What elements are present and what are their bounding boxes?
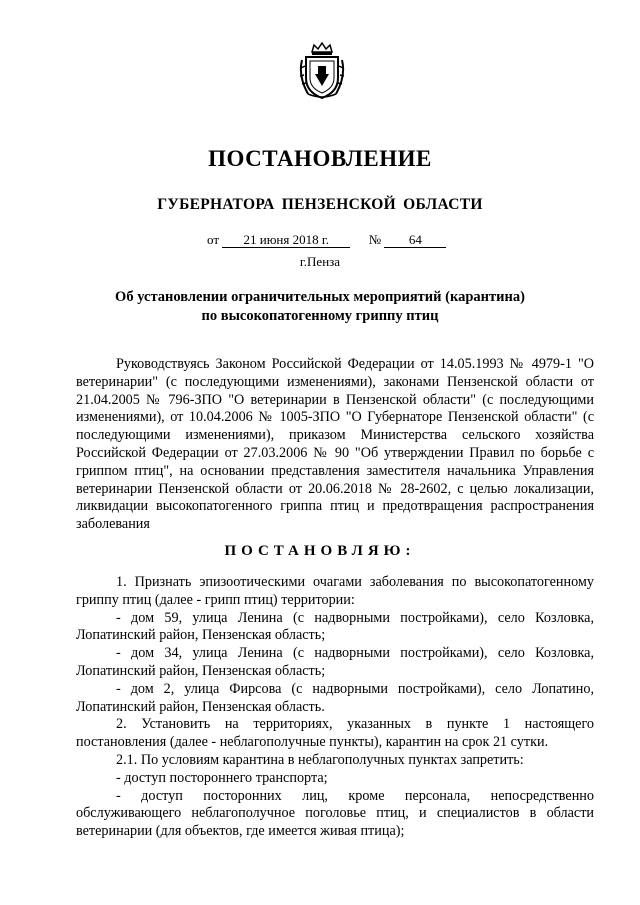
item-2-1-b: - доступ посторонних лиц, кроме персонала, непосредственно обслуживающего неблагополучное поголовье птиц, и специалистов в области ветеринарии (для объектов, где имеется живая птица);	[76, 787, 594, 840]
item-2: 2. Установить на территориях, указанных в пункте 1 настоящего постановления (далее - неблагополучные пункты), карантин на срок 21 сутки.	[76, 716, 594, 751]
document-number: 64	[384, 232, 446, 248]
preamble-block	[76, 356, 594, 534]
decree-items	[76, 574, 594, 841]
subject-line-2: по высокопатогенному гриппу птиц	[201, 308, 439, 324]
date-prefix: от	[207, 232, 220, 247]
document-date: 21 июня 2018 г.	[222, 232, 350, 248]
item-1: 1. Признать эпизоотическими очагами заболевания по высокопатогенному гриппу птиц (далее - грипп птиц) территории:	[76, 574, 594, 608]
item-2-1: 2.1. По условиям карантина в неблагополучных пунктах запретить:	[116, 751, 524, 768]
date-number-line	[207, 232, 446, 248]
subject-line-1: Об установлении ограничительных мероприятий (карантина)	[115, 289, 525, 305]
issuer-title: ГУБЕРНАТОРА ПЕНЗЕНСКОЙ ОБЛАСТИ	[157, 196, 483, 213]
number-prefix: №	[368, 232, 382, 247]
document-city: г.Пенза	[299, 254, 341, 269]
item-1-address-3: - дом 2, улица Фирсова (с надворными постройками), село Лопатино, Лопатинский район, Пензенская область.	[76, 680, 594, 715]
coat-of-arms-icon	[298, 42, 346, 100]
decree-heading: ПОСТАНОВЛЯЮ:	[224, 543, 416, 559]
item-1-address-1: - дом 59, улица Ленина (с надворными постройками), село Козловка, Лопатинский район, Пензенская область;	[76, 609, 594, 644]
document-subject	[90, 288, 550, 326]
item-1-address-2: - дом 34, улица Ленина (с надворными постройками), село Козловка, Лопатинский район, Пензенская область;	[76, 645, 594, 679]
document-title: ПОСТАНОВЛЕНИЕ	[208, 146, 432, 171]
preamble-paragraph: Руководствуясь Законом Российской Федерации от 14.05.1993 № 4979-1 "О ветеринарии" (с последующими изменениями), законами Пензенской области от 21.04.2005 № 796-ЗПО "О ветеринарии в Пензенской области" (с последующими изменениями), от 10.04.2006 № 1005-ЗПО "О Губернаторе Пензенской области" (с последующими изменениями), приказом Министерства сельского хозяйства Российской Федерации от 27.03.2006 № 90 "Об утверждении Правил по борьбе с гриппом птиц", на основании представления заместителя начальника Управления ветеринарии Пензенской области от 20.06.2018 № 28-2602, с целью локализации, ликвидации высокопатогенного гриппа птиц и предотвращения распространения заболевания	[76, 356, 594, 533]
item-2-1-a: - доступ постороннего транспорта;	[116, 769, 328, 786]
